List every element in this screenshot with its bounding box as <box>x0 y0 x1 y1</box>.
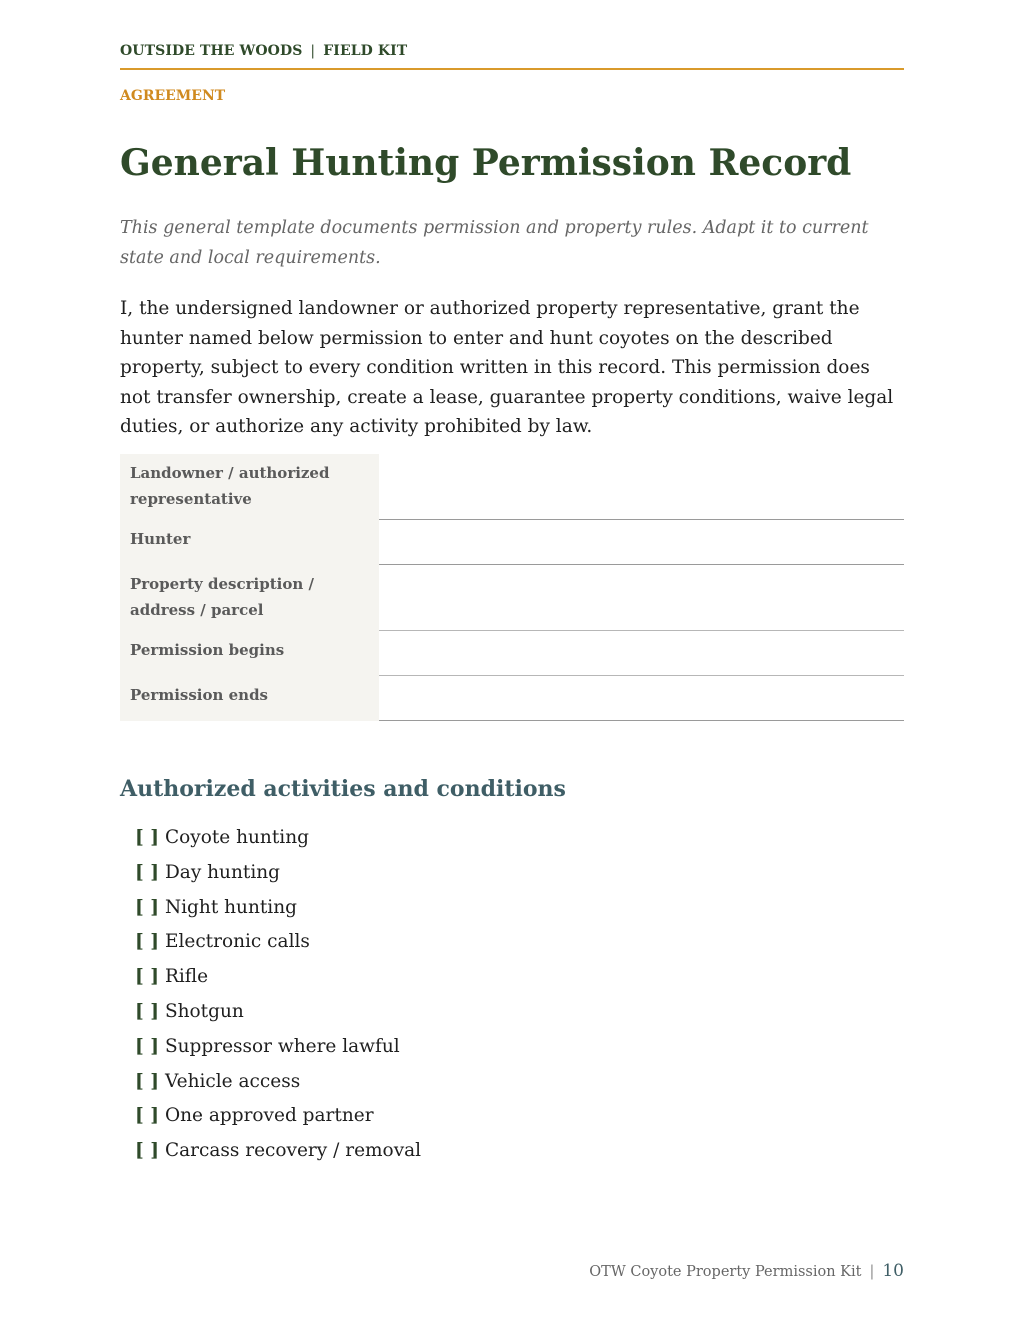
field-row-landowner <box>120 454 904 520</box>
activity-label: Shotgun <box>164 1000 244 1022</box>
checkbox-icon[interactable]: [ ] <box>135 827 159 848</box>
activities-checklist <box>135 823 421 1171</box>
field-label: Property description / address / parcel <box>120 565 379 631</box>
checkbox-icon[interactable]: [ ] <box>135 1070 159 1092</box>
permission-fields-table <box>120 454 904 721</box>
field-label: Hunter <box>120 520 379 565</box>
activity-label: Coyote hunting <box>164 827 309 848</box>
brand-name: OUTSIDE THE WOODS <box>120 43 303 59</box>
running-header <box>120 43 904 70</box>
field-row-property <box>120 565 904 631</box>
begins-fill-line[interactable] <box>379 631 904 676</box>
page-title: General Hunting Permission Record <box>120 142 852 184</box>
activity-label: One approved partner <box>164 1105 374 1127</box>
field-row-begins <box>120 631 904 676</box>
activity-label: Suppressor where lawful <box>164 1035 400 1057</box>
list-item <box>135 893 421 928</box>
checkbox-icon[interactable]: [ ] <box>135 1000 159 1022</box>
header-separator: | <box>310 43 316 59</box>
field-label: Permission ends <box>120 676 379 721</box>
field-label: Landowner / authorized representative <box>120 454 379 520</box>
checkbox-icon[interactable]: [ ] <box>135 1140 159 1162</box>
activity-label: Rifle <box>164 966 209 988</box>
activity-label: Carcass recovery / removal <box>164 1140 422 1162</box>
field-row-hunter <box>120 520 904 565</box>
field-label: Permission begins <box>120 631 379 676</box>
landowner-fill-line[interactable] <box>379 454 904 520</box>
field-row-ends <box>120 676 904 721</box>
permission-statement: I, the undersigned landowner or authorized property representative, grant the hunter named below permission to enter and hunt coyotes on the described property, subject to every condition written in this record. This permission does not transfer ownership, create a lease, guarantee property conditions, waive legal duties, or authorize any activity prohibited by law. <box>120 298 894 437</box>
checkbox-icon[interactable]: [ ] <box>135 1035 159 1057</box>
property-fill-line[interactable] <box>379 565 904 631</box>
activity-label: Night hunting <box>164 896 297 918</box>
list-item <box>135 1136 421 1171</box>
ends-fill-line[interactable] <box>379 676 904 721</box>
activity-label: Day hunting <box>164 861 280 883</box>
intro-note: This general template documents permission and property rules. Adapt it to current state and local requirements. <box>120 218 869 268</box>
list-item <box>135 1032 421 1067</box>
checkbox-icon[interactable]: [ ] <box>135 896 159 918</box>
header-section: FIELD KIT <box>323 43 408 59</box>
list-item <box>135 962 421 997</box>
section-kicker: AGREEMENT <box>120 88 226 104</box>
list-item <box>135 1067 421 1102</box>
checkbox-icon[interactable]: [ ] <box>135 931 159 953</box>
list-item <box>135 823 421 858</box>
hunter-fill-line[interactable] <box>379 520 904 565</box>
page-footer <box>589 1261 904 1281</box>
activity-label: Electronic calls <box>164 931 310 953</box>
list-item <box>135 997 421 1032</box>
list-item <box>135 1101 421 1136</box>
activity-label: Vehicle access <box>164 1070 301 1092</box>
list-item <box>135 927 421 962</box>
footer-separator: | <box>869 1264 875 1280</box>
checkbox-icon[interactable]: [ ] <box>135 1105 159 1127</box>
page-number: 10 <box>882 1261 904 1281</box>
checkbox-icon[interactable]: [ ] <box>135 966 159 988</box>
activities-heading: Authorized activities and conditions <box>120 776 566 802</box>
checkbox-icon[interactable]: [ ] <box>135 861 159 883</box>
footer-doc-title: OTW Coyote Property Permission Kit <box>589 1264 862 1280</box>
list-item <box>135 858 421 893</box>
